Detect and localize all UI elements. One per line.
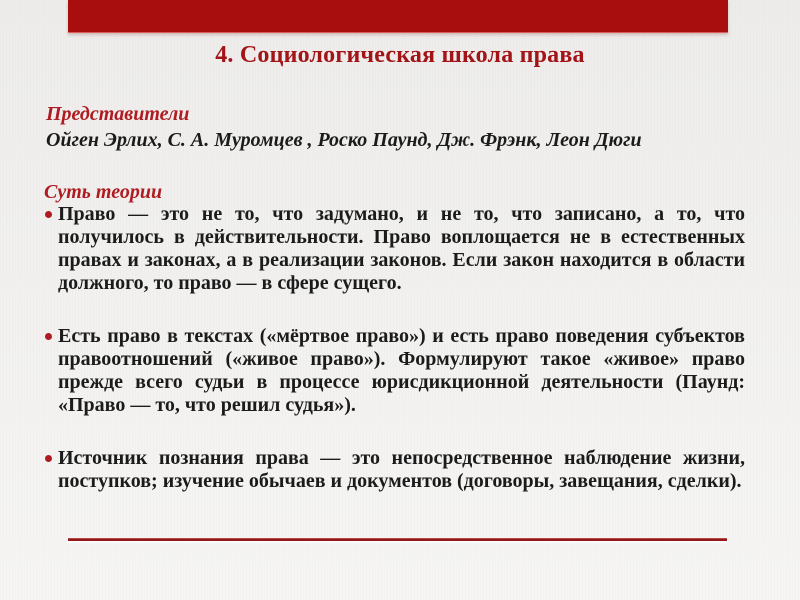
bullet-text: Право — это не то, что задумано, и не то, что записано, а то, что получилось в действительности. Право воплощается не в естественных правах и законах, а в реализации законов. Если закон находится в области должного, то право — в сфере сущего.	[58, 203, 745, 294]
footer-divider-line	[68, 538, 727, 541]
bullet-item	[44, 325, 745, 417]
bullet-dot-icon	[45, 333, 52, 340]
bullet-text: Источник познания права — это непосредственное наблюдение жизни, поступков; изучение обычаев и документов (договоры, завещания, сделки).	[58, 447, 745, 492]
bullet-item	[44, 447, 745, 493]
header-accent-bar	[68, 0, 728, 33]
essence-bullet-list	[44, 203, 745, 523]
bullet-dot-icon	[45, 211, 52, 218]
representatives-heading: Представители	[46, 103, 190, 125]
slide-title: 4. Социологическая школа права	[215, 42, 585, 68]
bullet-item	[44, 203, 745, 295]
representatives-names: Ойген Эрлих, С. А. Муромцев , Роско Паунд, Дж. Фрэнк, Леон Дюги	[46, 129, 642, 151]
bullet-dot-icon	[45, 455, 52, 462]
essence-heading: Суть теории	[44, 181, 163, 203]
bullet-text: Есть право в текстах («мёртвое право») и есть право поведения субъектов правоотношений («живое право»). Формулируют такое «живое» право прежде всего судьи в процессе юрисдикционной деятельности (Паунд: «Право — то, что решил судья»).	[58, 325, 745, 416]
